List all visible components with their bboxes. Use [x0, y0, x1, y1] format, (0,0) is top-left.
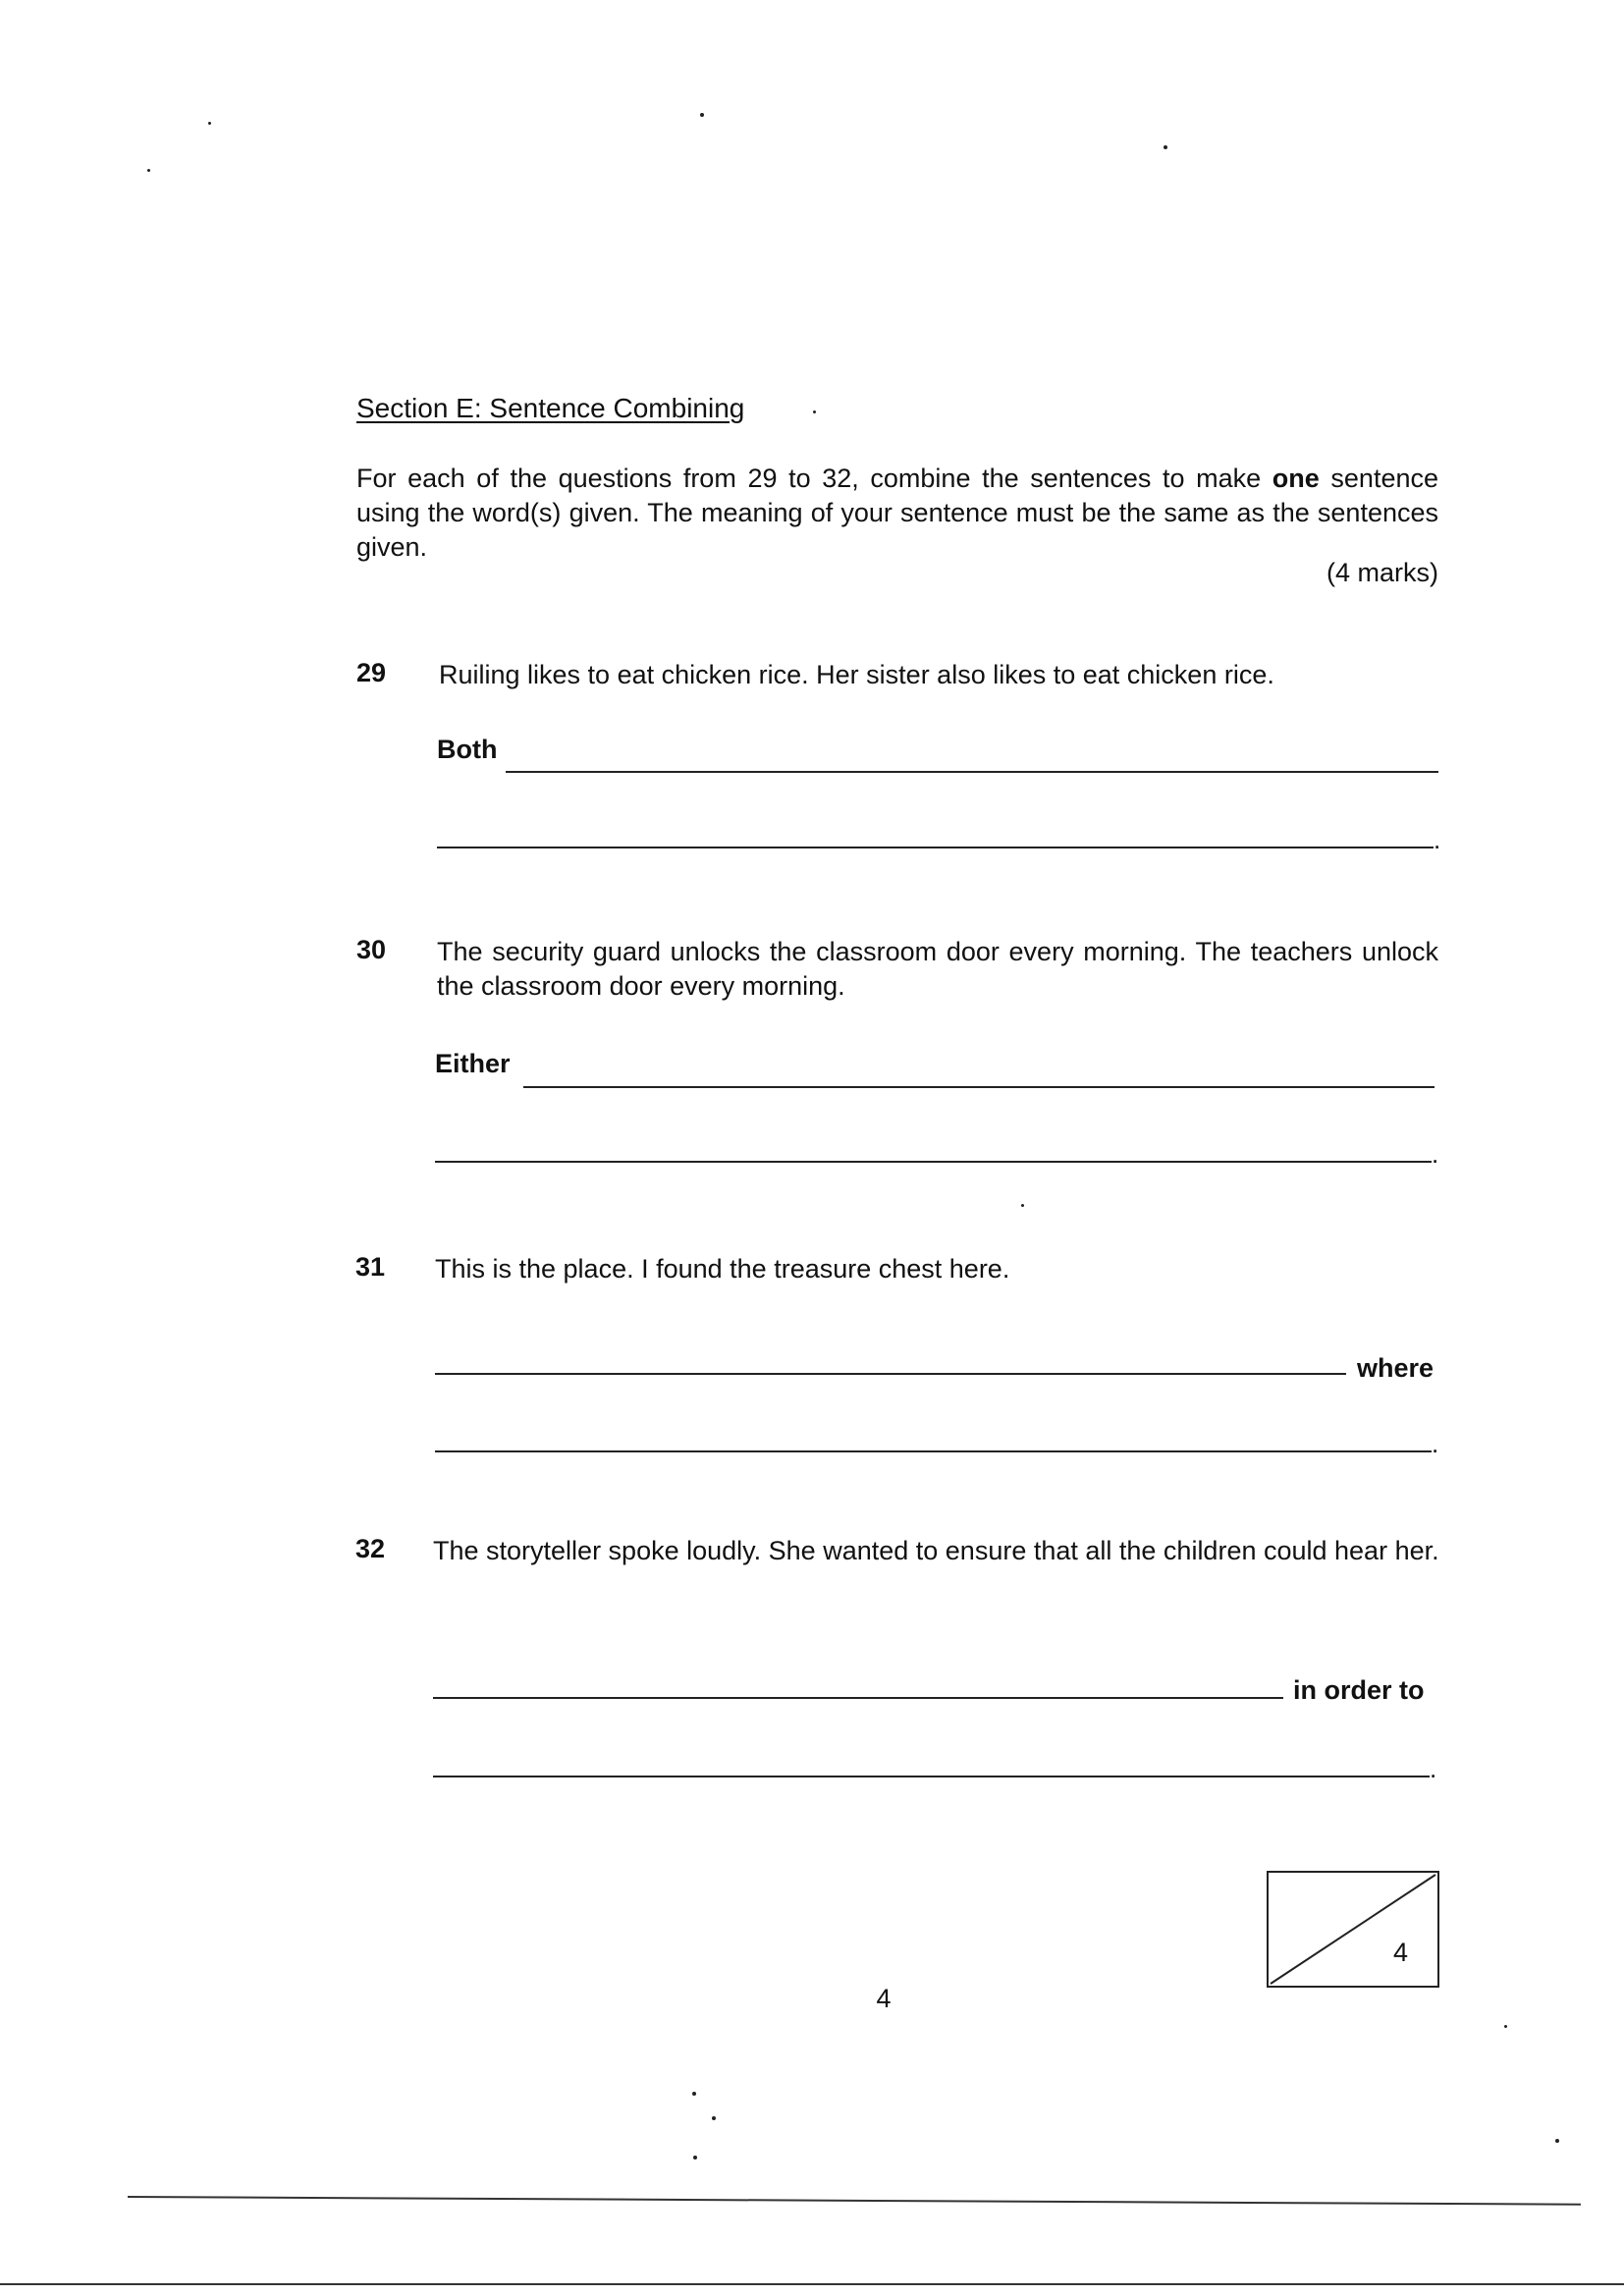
- full-stop: .: [1432, 1139, 1439, 1169]
- scan-speck: [208, 122, 211, 125]
- connector-word: where: [1357, 1353, 1435, 1383]
- answer-line[interactable]: [435, 1450, 1432, 1452]
- page-number: 4: [876, 1984, 892, 2013]
- question-text: The security guard unlocks the classroom door every morning. The teachers unlock the classroom door every morning.: [437, 937, 1438, 1001]
- score-total: 4: [1392, 1938, 1408, 1967]
- scan-speck: [1164, 145, 1167, 149]
- answer-line[interactable]: [506, 771, 1438, 773]
- question-text: Ruiling likes to eat chicken rice. Her sister also likes to eat chicken rice.: [439, 660, 1274, 689]
- answer-line[interactable]: [433, 1697, 1283, 1699]
- scan-speck: [813, 410, 816, 413]
- diagonal-line-icon: [1269, 1873, 1437, 1986]
- scan-speck: [147, 169, 150, 172]
- starter-word: Either: [435, 1049, 511, 1078]
- instructions-text-end: sentence using the word(s) given. The meaning of your sentence must be the same as the sentences given.: [356, 464, 1438, 562]
- answer-line[interactable]: [435, 1373, 1346, 1375]
- answer-line[interactable]: [435, 1161, 1432, 1163]
- question-number: 32: [355, 1534, 386, 1563]
- scan-speck: [1021, 1204, 1024, 1207]
- scan-speck: [1504, 2025, 1507, 2028]
- instructions: [356, 462, 1438, 565]
- scan-speck: [1555, 2139, 1559, 2143]
- scan-speck: [692, 2092, 696, 2096]
- question-text: The storyteller spoke loudly. She wanted to ensure that all the children could hear her.: [433, 1536, 1439, 1565]
- answer-line[interactable]: [523, 1086, 1435, 1088]
- question-text: This is the place. I found the treasure chest here.: [435, 1254, 1010, 1284]
- starter-word: Both: [437, 735, 498, 764]
- scan-speck: [712, 2116, 716, 2120]
- scan-speck: [700, 113, 704, 117]
- answer-line[interactable]: [437, 847, 1434, 848]
- question-number: 31: [355, 1252, 386, 1282]
- instructions-text-start: For each of the questions from 29 to 32, combine the sentences to make: [356, 464, 1272, 493]
- marks-label: (4 marks): [1326, 558, 1438, 587]
- scan-border-line: [128, 2196, 1581, 2206]
- answer-line[interactable]: [433, 1776, 1430, 1777]
- section-title: Section E: Sentence Combining: [356, 393, 745, 423]
- full-stop: .: [1430, 1754, 1437, 1783]
- connector-word: in order to: [1293, 1675, 1425, 1705]
- instructions-bold-word: one: [1272, 464, 1320, 493]
- scan-border-line: [0, 2283, 1624, 2285]
- full-stop: .: [1434, 825, 1441, 854]
- full-stop: .: [1432, 1429, 1439, 1458]
- scan-speck: [693, 2156, 697, 2159]
- question-number: 30: [356, 935, 387, 964]
- question-number: 29: [356, 658, 387, 687]
- score-box: [1267, 1871, 1439, 1988]
